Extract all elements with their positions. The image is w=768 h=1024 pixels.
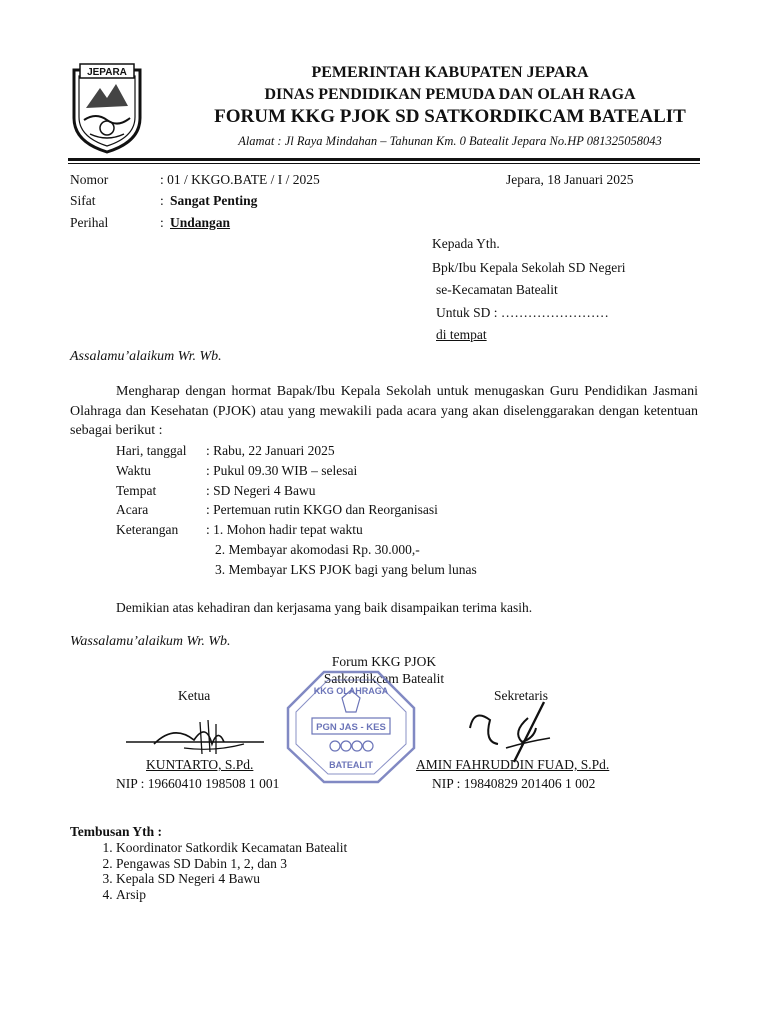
list-item: 2. Pengawas SD Dabin 1, 2, dan 3 xyxy=(116,856,347,872)
closing-text: Demikian atas kehadiran dan kerjasama yang baik disampaikan terima kasih. xyxy=(116,600,533,615)
letterhead-line-2: DINAS PENDIDIKAN PEMUDA DAN OLAH RAGA xyxy=(264,86,636,103)
sekretaris-name: AMIN FAHRUDDIN FUAD, S.Pd. xyxy=(416,757,610,772)
recipient-line-4: Untuk SD : …………………… xyxy=(436,305,609,320)
recipient-line-2: Bpk/Ibu Kepala Sekolah SD Negeri xyxy=(432,260,626,275)
detail-value-place: : SD Negeri 4 Bawu xyxy=(206,483,316,498)
sifat-value: Sangat Penting xyxy=(170,193,258,208)
note-item-2: 2. Membayar akomodasi Rp. 30.000,- xyxy=(215,542,420,557)
recipient-line-1: Kepada Yth. xyxy=(432,236,500,251)
perihal-label: Perihal xyxy=(70,215,109,230)
detail-label-time: Waktu xyxy=(116,463,151,478)
detail-label-place: Tempat xyxy=(116,483,157,498)
regency-logo xyxy=(66,60,148,156)
recipient-line-5: di tempat xyxy=(436,327,487,342)
detail-label-event: Acara xyxy=(116,502,149,517)
ketua-name: KUNTARTO, S.Pd. xyxy=(146,757,254,772)
forum-name: Forum KKG PJOK xyxy=(331,654,437,669)
tembusan-title: Tembusan Yth : xyxy=(70,824,163,839)
letterhead-address: Alamat : Jl Raya Mindahan – Tahunan Km. 0 Batealit Jepara No.HP 081325058043 xyxy=(238,134,662,148)
body-text: Mengharap dengan hormat Bapak/Ibu Kepala Sekolah untuk menugaskan Guru Pendidikan Jasmani Olahraga dan Kesehatan (PJOK) atau yang mewakili pada acara yang akan diselenggarakan dengan ketentuan sebagai berikut : xyxy=(70,384,698,438)
header-rule-thick xyxy=(68,158,700,161)
header-rule-thin xyxy=(68,163,700,164)
detail-label-notes: Keterangan xyxy=(116,522,179,537)
sekretaris-nip: NIP : 19840829 201406 1 002 xyxy=(432,776,596,791)
list-item: 1. Koordinator Satkordik Kecamatan Batealit xyxy=(116,840,347,856)
letterhead-line-1: PEMERINTAH KABUPATEN JEPARA xyxy=(311,64,589,81)
forum-sub: Satkordikcam Batealit xyxy=(323,671,445,686)
perihal-colon: : xyxy=(160,215,164,230)
stamp-bottom-text: BATEALIT xyxy=(329,760,373,770)
tembusan-list xyxy=(70,840,347,902)
greeting: Assalamu’alaikum Wr. Wb. xyxy=(70,349,222,364)
detail-value-notes: : 1. Mohon hadir tepat waktu xyxy=(206,522,363,537)
letterhead-line-3: FORUM KKG PJOK SD SATKORDIKCAM BATEALIT xyxy=(214,106,686,127)
sifat-colon: : xyxy=(160,193,164,208)
valediction: Wassalamu’alaikum Wr. Wb. xyxy=(70,634,231,649)
sifat-label: Sifat xyxy=(70,193,96,208)
detail-value-time: : Pukul 09.30 WIB – selesai xyxy=(206,463,358,478)
ketua-title: Ketua xyxy=(178,688,211,703)
detail-value-event: : Pertemuan rutin KKGO dan Reorganisasi xyxy=(206,502,438,517)
letter-date: Jepara, 18 Januari 2025 xyxy=(506,172,634,187)
nomor-label: Nomor xyxy=(70,172,109,187)
detail-value-date: : Rabu, 22 Januari 2025 xyxy=(206,443,335,458)
recipient-line-3: se-Kecamatan Batealit xyxy=(436,282,558,297)
body-paragraph xyxy=(70,382,698,441)
stamp-center-text: PGN JAS - KES xyxy=(316,722,386,733)
official-stamp xyxy=(284,668,418,786)
list-item: 4. Arsip xyxy=(116,887,347,903)
note-item-3: 3. Membayar LKS PJOK bagi yang belum lunas xyxy=(215,562,477,577)
perihal-value: Undangan xyxy=(170,215,231,230)
nomor-value: : 01 / KKGO.BATE / I / 2025 xyxy=(160,172,320,187)
logo-text: JEPARA xyxy=(87,67,127,78)
sekretaris-title: Sekretaris xyxy=(494,688,548,703)
stamp-top-text: KKG OLAHRAGA xyxy=(313,686,389,696)
list-item: 3. Kepala SD Negeri 4 Bawu xyxy=(116,871,347,887)
detail-label-date: Hari, tanggal xyxy=(116,443,187,458)
ketua-nip: NIP : 19660410 198508 1 001 xyxy=(116,776,280,791)
ketua-signature xyxy=(124,714,266,763)
